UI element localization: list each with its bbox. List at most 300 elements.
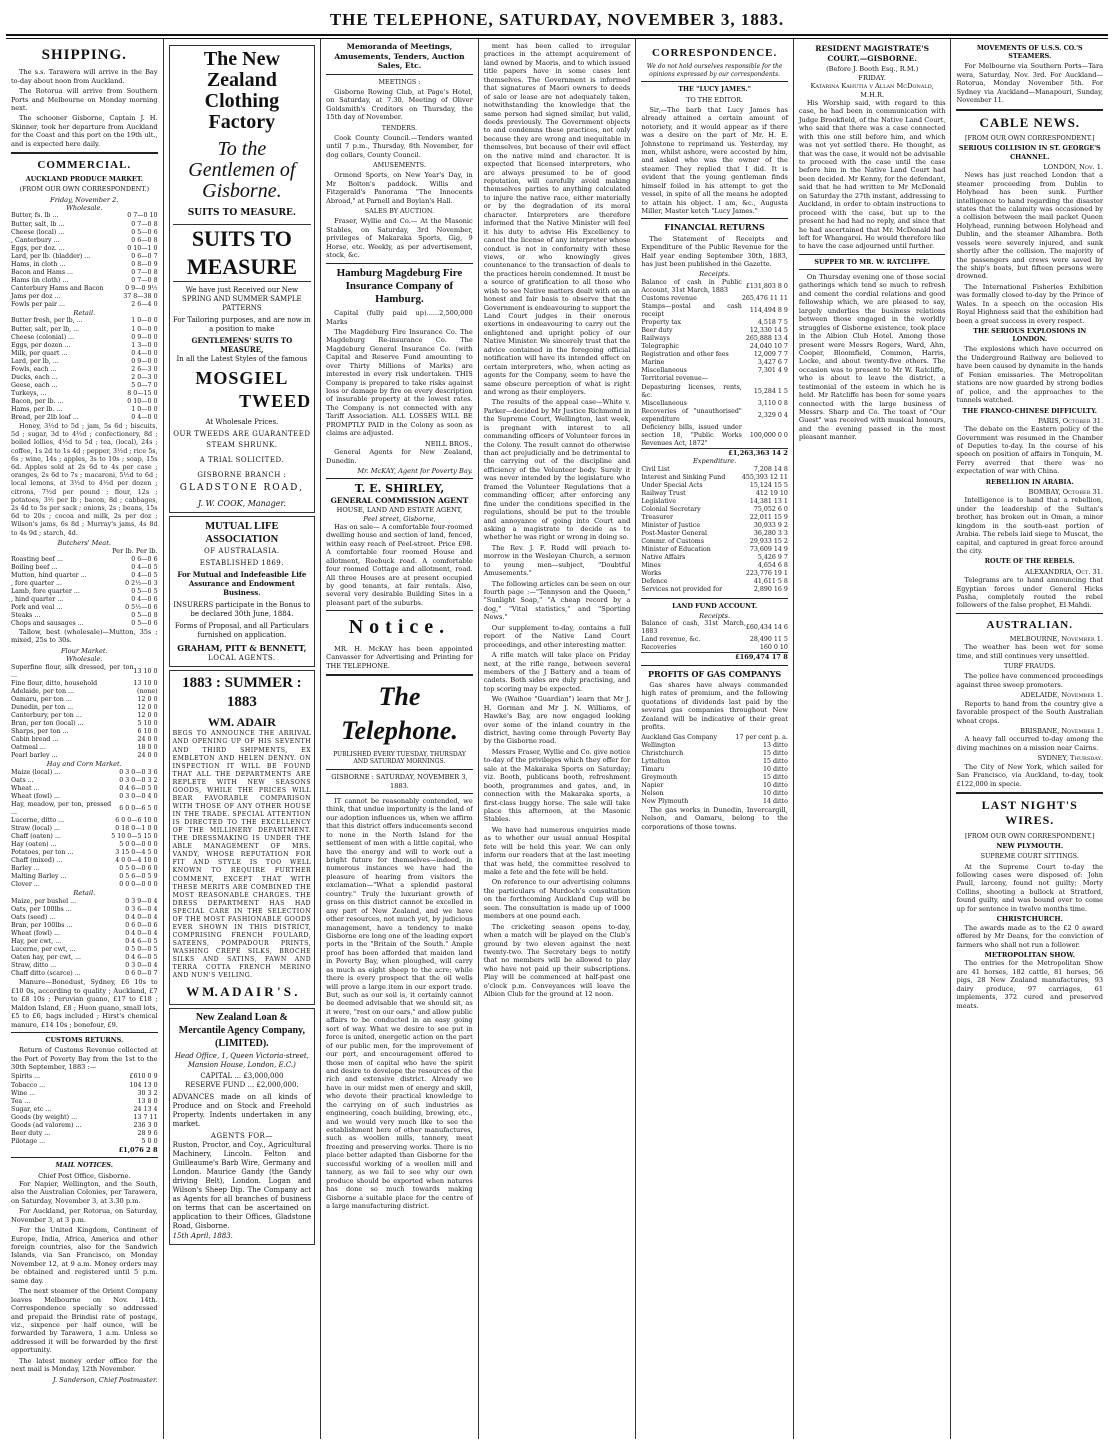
table-cell: Eggs, per dozen ... bbox=[11, 341, 71, 349]
table-row bbox=[641, 734, 788, 742]
table-cell: Native Affairs bbox=[641, 554, 686, 562]
table-cell: Railway Trust bbox=[641, 489, 686, 497]
table-cell: 5 0 0—0 0 0 bbox=[119, 841, 158, 849]
cable-heading: CABLE NEWS. bbox=[979, 114, 1081, 130]
table-cell: Bacon, per lb. ... bbox=[11, 397, 64, 405]
suits-small: SUITS TO MEASURE. bbox=[187, 208, 296, 218]
table-cell: 28,490 11 5 bbox=[749, 636, 788, 644]
financial-intro: The Statement of Receipts and Expenditure of the Public Revenue for the Half year ending September 30th, 1883, has just been published in the Gazette. bbox=[641, 234, 788, 269]
table-cell: Balance of cash, 31st March, 1883 bbox=[641, 620, 746, 636]
table-row bbox=[11, 604, 158, 612]
receipts-total: £1,263,363 14 2 bbox=[641, 448, 788, 457]
table-cell: Fowls, each ... bbox=[11, 365, 57, 373]
table-cell: Ducks, each ... bbox=[11, 373, 58, 381]
table-cell: £610 0 9 bbox=[129, 1073, 158, 1081]
table-cell: 0 9—0 9½ bbox=[125, 284, 158, 292]
table-cell: Marine bbox=[641, 359, 665, 367]
table-cell: 0 4 6—0 5 0 bbox=[119, 784, 158, 792]
table-cell: Lucerne, ditto ... bbox=[11, 817, 65, 825]
table-row bbox=[11, 801, 158, 817]
suits-text: For Tailoring purposes, and are now in a position to make bbox=[172, 315, 311, 333]
table-cell: Steaks ... bbox=[11, 611, 41, 619]
land-fund-table bbox=[641, 620, 788, 652]
table-cell: Land revenue, &c. bbox=[641, 636, 701, 644]
table-cell: Boiling beef ... bbox=[11, 563, 58, 571]
table-row bbox=[11, 374, 158, 382]
table-cell: Tobacco ... bbox=[11, 1081, 46, 1089]
table-cell: Commr. of Customs bbox=[641, 538, 704, 546]
table-cell: 0 4 6—0 5 bbox=[125, 954, 158, 962]
table-cell: 30,933 9 2 bbox=[753, 522, 788, 530]
dateline: GISBORNE : SATURDAY, NOVEMBER 3, 1883. bbox=[331, 773, 468, 790]
table-row bbox=[11, 221, 158, 229]
table-cell: Maize (local) ... bbox=[11, 768, 61, 776]
table-cell: £60,434 14 6 bbox=[745, 624, 788, 632]
table-cell: Works bbox=[641, 570, 662, 578]
table-row bbox=[11, 873, 158, 881]
table-cell: Spirits ... bbox=[11, 1073, 41, 1081]
butchers-table bbox=[11, 556, 158, 628]
column-1 bbox=[6, 39, 164, 1439]
table-row bbox=[641, 335, 788, 343]
table-cell: 41,611 5 8 bbox=[753, 578, 788, 586]
wholesale-prices: At Wholesale Prices. bbox=[205, 417, 279, 426]
table-row bbox=[11, 269, 158, 277]
table-cell: Canterbury, per ton ... bbox=[11, 712, 82, 720]
table-row bbox=[11, 358, 158, 366]
table-cell: Pilotage ... bbox=[11, 1137, 46, 1145]
table-cell: 5 10 0 bbox=[137, 720, 158, 728]
table-cell: 0 3 0—0 4 0 bbox=[119, 792, 158, 800]
table-cell: 15,124 15 5 bbox=[749, 481, 788, 489]
table-cell: Cheese (colonial) ... bbox=[11, 333, 75, 341]
table-cell: 104 13 0 bbox=[129, 1081, 158, 1089]
table-cell: Railways bbox=[641, 335, 670, 343]
table-row bbox=[641, 327, 788, 335]
adair-ad bbox=[169, 670, 316, 1005]
table-cell: Lard, per lb, ... bbox=[11, 357, 59, 365]
table-row bbox=[641, 766, 788, 774]
table-row bbox=[641, 319, 788, 327]
notice-heading: Notice. bbox=[348, 616, 451, 639]
table-row bbox=[11, 366, 158, 374]
table-cell: 0 5—0 8 bbox=[131, 611, 158, 619]
table-row bbox=[641, 514, 788, 522]
grocer-paragraph: Honey, 3½d to 5d ; jam, 5s 6d ; biscuits, 5d ; sugar, 3d to 4½d ; confectionery, 8d ; boiled lollies, 4½d to 5d ; tea, (local), 24s ; coffee, 1s 2d to 1s 4d ; pepper, 3½d ; rice 5s, 6s ; wine, 14s ; apples, 3s to 10s ; soap, 15s 6d. Apples sold at 2s 6d to 4s per case ; oranges, 2s 6d to 7s ; macaroni, 5½d to 6d ; local lemons, at 3½d to 4½d per dozen ; citrons, 7½d per pound ; flour, 12s ; potatoes, 3½ per lb ; bacon, 8d ; cabbages, 2s 4d to 5s per sack ; onions, 2s ; beans, 15s 6d to 20s ; cocoa and milk, 2s per doz ; Wilson's jams, 6s 8d ; Murray's jams, 4s 8d to 4s 9d ; starch, 4d. bbox=[11, 422, 158, 537]
table-row bbox=[641, 790, 788, 798]
table-cell: Maize, per bushel ... bbox=[11, 897, 77, 905]
wires-sub: [FROM OUR OWN CORRESPONDENT.] bbox=[964, 831, 1095, 840]
table-cell: Sugar, etc ... bbox=[11, 1105, 52, 1113]
turf-heading: TURF FRAUDS. bbox=[1004, 662, 1056, 671]
rebels-heading: ROUTE OF THE REBELS. bbox=[984, 557, 1075, 566]
table-row bbox=[641, 586, 788, 594]
adelaide-date: ADELAIDE, November 1. bbox=[1020, 691, 1104, 700]
table-cell: Malting Barley ... bbox=[11, 873, 67, 881]
local-paragraph: The Rev. J. F. Rudd will preach to-morrow in the Wesleyan Church, a sermon to young men—subject, "Doubtful Amusements." bbox=[483, 543, 631, 578]
table-cell: 0 8—0 9 bbox=[131, 260, 158, 268]
summer-heading: 1883 : SUMMER : 1883 bbox=[182, 674, 302, 710]
table-row bbox=[641, 620, 788, 636]
table-cell: Property tax bbox=[641, 319, 682, 327]
table-cell: 223,776 19 1 bbox=[745, 570, 788, 578]
table-cell: Beer duty bbox=[641, 327, 673, 335]
customs-intro: Return of Customs Revenue collected at the Port of Poverty Bay from the 1st to the 30th September, 1883 :— bbox=[11, 1046, 158, 1072]
trial-label: A TRIAL SOLICITED. bbox=[199, 456, 285, 465]
table-cell: 0 2½—0 3 bbox=[125, 579, 158, 587]
table-row bbox=[641, 644, 788, 652]
tenders-heading: TENDERS. bbox=[381, 123, 418, 132]
table-row bbox=[11, 785, 158, 793]
exhibition-text: The International Fisheries Exhibition was formally closed to-day by the Prince of Wales. In a speech on the occasion His Royal Highness said that the exhibition had been a great success in every respect. bbox=[956, 282, 1104, 325]
table-cell: 1 0—0 0 bbox=[131, 317, 158, 325]
table-cell: 13 ditto bbox=[762, 741, 788, 749]
meetings-text: Gisborne Rowing Club, at Page's Hotel, on Saturday, at 7.30. Meeting of Oliver Goldsmith's Creditors on Thursday, the 15th day of November. bbox=[326, 87, 473, 122]
supreme-text: At the Supreme Court to-day the following cases were disposed of: John Paull, larceny, found not guilty; Morty Collins, shooting a bullock at Stratford, found guilty, and was bound over to come up for sentence in twelve months time. bbox=[956, 862, 1104, 913]
editorial-text: IT cannot be reasonably contended, we think, that undue importunity is the land of our adoption influences us, when we affirm that this district offers inducements second to none in the North Island for the settlement of men with a little capital, who have the energy and will to work out a bright future for themselves—indeed, in numerous instances we have had the pleasure of hearing from visitors the exclamation—"What a splendid pastoral country." Truly the luxuriant growth of grass on this district cannot be excelled in any part of New Zealand, and we have other resources, not much yet, by judicious management, have a tendency to make Gisborne ere long one of the leading export ports in the "Britain of the South." Ample proof has been afforded that maiden land in Poverty Bay, when ploughed, will carry as much as eight sheep to the acre; while there is every prospect that the oil wells will prove a large item in our export trade. But, such as our soil is, it certainly cannot be deemed advisable that we should sit, as it were, "rest on our oars," and allow public affairs to be conducted in an easy going sort of way. What we desire to see put in force is united, energetic action on the part of our public men, for the improvement of our port, and encouragement offered to those men of capital who have the spirit and desire to develope the resources of the rich and extensive district. Already we have in our midst men of energy and skill, who devote their practical knowledge to the carrying on of such industries as engineering, coach building, brewing, etc., and we would very much like to see the establishment here of other manufactures, such as woollen mills, tannery, meat freezing and preserving works. There is no place better adapted than Gisborne for the successful working of a woollen mill and tannery, as we fail to see why our own produce should be exported when natures has done so much towards making Gisborne a suitable place for the centre of a large manufacturing district. bbox=[326, 796, 473, 1210]
table-cell: 0 7—0 10 bbox=[127, 212, 158, 220]
mutual-established: ESTABLISHED 1869. bbox=[199, 558, 284, 567]
brisbane-date: BRISBANE, November 1. bbox=[1020, 727, 1104, 736]
financial-heading: FINANCIAL RETURNS bbox=[664, 222, 765, 233]
table-row bbox=[11, 1130, 158, 1138]
rebels-text: Telegrams are to hand announcing that Egyptian forces under General Hicks Pasha, completely routed the rebel followers of the false prophet, El Mahdi. bbox=[956, 576, 1104, 610]
table-cell: Wheat (fowl) ... bbox=[11, 930, 60, 938]
branch-label: GISBORNE BRANCH : bbox=[197, 471, 287, 480]
table-cell: 0 4—0 0 bbox=[131, 414, 158, 422]
table-cell: Depasturing licenses, rents, &c. bbox=[641, 383, 742, 399]
rm-text: His Worship said, with regard to this case, he had been in communication with Judge Brookfield, of the Native Land Court, who said that there was a case connected with this one still before him, and which was not yet settled there. He thought, as that was the case, it would not be advisable to proceed with the case until the case before him in the Native Land Court had been decided. Mr Kenny, for the defendant, said that he had written to Mr McDonald on Saturday the 27th instant, addressing to Auckland, in order to obtain instructions to proceed with the case, but up to the present he had had no reply, and since that he had ascertained that Mr. McDonald had left for Whangarei. He would therefore like to have the case adjourned until further. bbox=[798, 98, 946, 251]
table-cell: 5 0—7 0 bbox=[131, 381, 158, 389]
table-cell: Miscellaneous bbox=[641, 367, 687, 375]
table-cell: 36,280 3 3 bbox=[753, 530, 788, 538]
customs-table bbox=[11, 1073, 158, 1145]
table-cell: 6 0 0—6 5 0 bbox=[119, 804, 158, 812]
table-cell: 0 4 0—0 4 bbox=[125, 913, 158, 921]
volunteer-paragraph: The results of the appeal case—White v. Parker—decided by Mr Justice Richmond in the Supreme Court, Wellington, last week, is pregnant with interest to all commanding officers of Volunteer forces in the Colony. The result cannot do otherwise than act prejudicially and be detrimental to the carrying out of the discipline and efficiency of the Volunteer body. Surely it was never intended by the legislature who framed the Volunteer Regulations that a commanding officer, after enforcing any fine under the conditions specified in the regulations, should be put to the trouble and annoyance of going into Court and asking a magistrate to decide as to whether he was right or wrong in doing so. bbox=[483, 398, 631, 542]
table-cell: Territorial revenue— bbox=[641, 375, 709, 383]
table-cell: 12 0 0 bbox=[137, 703, 158, 711]
table-row bbox=[11, 301, 158, 309]
australian-heading: AUSTRALIAN. bbox=[986, 618, 1073, 631]
wires-heading: LAST NIGHT'S WIRES. bbox=[981, 798, 1078, 828]
agents-text: Ruston, Proctor, and Coy., Agricultural Machinery, Lincoln. Felton and Guilleaume's Barb Wire, Germany and London. Maurice Gandy (the Gandy driving Belt), London. Logan and Wilson's Sheep Dip. The Company act as Agents for all branches of business on terms that can be ascertained on application to their Offices, Gladstone Road, Gisborne. bbox=[172, 1140, 312, 1230]
market-subheading: (FROM OUR OWN CORRESPONDENT.) bbox=[19, 185, 150, 194]
mutual-text: Forms of Proposal, and all Particulars furnished on application. bbox=[174, 621, 309, 639]
table-row bbox=[11, 752, 158, 760]
table-cell: Oamaru, per ton ... bbox=[11, 695, 72, 703]
table-row bbox=[641, 782, 788, 790]
column-6 bbox=[794, 39, 952, 1439]
table-cell: Mutton, hind quarter ... bbox=[11, 571, 87, 579]
retail2-table bbox=[11, 898, 158, 978]
table-cell: Minister of Justice bbox=[641, 522, 701, 530]
table-row bbox=[11, 1138, 158, 1146]
table-cell: 6 10 0 bbox=[137, 728, 158, 736]
flour-label: Flour Market. bbox=[60, 646, 108, 655]
table-cell: 24 0 0 bbox=[137, 736, 158, 744]
mail-heading: MAIL NOTICES. bbox=[55, 1161, 114, 1170]
table-row bbox=[641, 400, 788, 408]
table-cell: Customs revenue bbox=[641, 295, 697, 302]
table-cell: 265,476 11 11 bbox=[741, 295, 788, 302]
table-row bbox=[11, 620, 158, 628]
table-cell: 17 per cent p. a. bbox=[735, 733, 788, 741]
retail-table bbox=[11, 317, 158, 422]
mutual-subheading: OF AUSTRALASIA. bbox=[204, 546, 280, 555]
table-cell: Timaru bbox=[641, 765, 665, 773]
table-cell: Cheese (local) ... bbox=[11, 228, 65, 236]
table-cell: Bran, per ton (local) ... bbox=[11, 720, 84, 728]
mckay-label: Mr. McKAY, Agent for Poverty Bay. bbox=[357, 466, 473, 475]
hay-label: Hay and Corn Market. bbox=[46, 760, 122, 769]
market-heading: AUCKLAND PRODUCE MARKET. bbox=[25, 175, 143, 184]
explosions-heading: THE SERIOUS EXPLOSIONS IN LONDON. bbox=[973, 327, 1087, 344]
expenditure-table bbox=[641, 466, 788, 595]
table-cell: Civil List bbox=[641, 465, 670, 473]
column-4 bbox=[479, 39, 637, 1439]
local-agents-label: LOCAL AGENTS. bbox=[208, 653, 276, 662]
shipping-paragraph: The s.s. Tarawera will arrive in the Bay to-day about noon from Auckland. bbox=[11, 68, 158, 85]
table-cell: Deficiency bills, issued under section 18, "Public Works Revenues Act, 1872" bbox=[641, 423, 742, 447]
local-paragraph: Messrs Fraser, Wyllie and Co. give notice to-day of the privileges which they offer for sale at the Makaraka Sports on Saturday; viz. Booth, publicans booth, refreshment booth, programmes and gates, and, in connection with the Makaraka sports, a first-class buggy horse. The sale will take place this afternoon, at the Masonic Stables. bbox=[483, 747, 631, 824]
table-cell: 24 13 4 bbox=[133, 1105, 158, 1113]
table-cell: Beer duty ... bbox=[11, 1129, 51, 1137]
table-cell: 0 5—0 6 bbox=[131, 619, 158, 627]
table-cell: Hay, per cwt, ... bbox=[11, 938, 62, 946]
rm-case: Katarina Kahutia v Allan McDonald, M.H.R. bbox=[810, 82, 934, 99]
table-cell: Post-Master General bbox=[641, 530, 707, 538]
table-cell: Hams (in cloth) ... bbox=[11, 276, 69, 284]
table-row bbox=[11, 769, 158, 777]
nz-loan-office: Head Office, 1, Queen Victoria-street, Mansion House, London, E.C.) bbox=[174, 1052, 309, 1070]
mail-paragraph: For the United Kingdom, Continent of Europe, India, Africa, America and other foreign countries, also for the Sandwich Islands, via San Francisco, on Monday November 12, at 9 a.m. Money orders may be obtained and registered until 5 p.m. same day. bbox=[11, 1226, 158, 1285]
table-cell: 0 18 0—1 0 0 bbox=[115, 825, 158, 833]
supreme-heading: SUPREME COURT SITTINGS. bbox=[980, 852, 1079, 861]
table-cell: Fine flour, ditto, household bbox=[11, 679, 98, 687]
metropolitan-text: The entries for the Metropolitan Show are 41 horses, 182 cattle, 81 horses, 56 pigs, 28 New Zealand manufactures, 93 dairy produce, 97 carriages, 61 implements, 372 cured and preserved meats. bbox=[956, 959, 1104, 1010]
table-cell: Auckland Gas Company bbox=[641, 733, 718, 741]
mail-paragraph: The latest money order office for the next mail is Monday, 12th November. bbox=[11, 1356, 158, 1374]
table-cell: Oaten hay, per cwt, ... bbox=[11, 954, 81, 962]
arabia-text: Intelligence is to hand that a rebellion, under the leadership of the Sultan's brother, has broken out in Oman, a minor kingdom in the south-east portion of Arabia. The rebels laid siege to Muscat, the capital, and captured in great force around the city. bbox=[956, 496, 1104, 555]
table-cell: 18 0 0 bbox=[137, 744, 158, 752]
shirley-sub2: HOUSE, LAND AND ESTATE AGENT, bbox=[336, 506, 463, 515]
expenditure-label: Expenditure. bbox=[692, 457, 737, 466]
table-cell: Nelson bbox=[641, 789, 664, 797]
table-cell: 0 4—0 0 bbox=[131, 349, 158, 357]
table-cell: 0 3 0—0 4 bbox=[125, 962, 158, 970]
table-row bbox=[11, 612, 158, 620]
table-cell: Barley ... bbox=[11, 865, 40, 873]
table-cell: 13 8 0 bbox=[137, 1097, 158, 1105]
table-row bbox=[641, 375, 788, 383]
table-cell: Cabin bread ... bbox=[11, 736, 59, 744]
table-cell: Under Special Acts bbox=[641, 481, 703, 489]
mail-office: Chief Post Office, Gisborne. bbox=[38, 1171, 131, 1180]
table-cell: Eggs, per doz. ... bbox=[11, 244, 65, 252]
table-cell: 12 0 0 bbox=[137, 712, 158, 720]
table-cell: 13 10 0 bbox=[133, 679, 158, 687]
table-cell: Stamps—postal and cash receipt bbox=[641, 303, 742, 319]
clothing-factory-ad bbox=[169, 45, 316, 513]
table-cell: 0 5 0—0 6 0 bbox=[119, 865, 158, 873]
table-row bbox=[11, 865, 158, 873]
table-cell: 13 10 0 bbox=[133, 667, 158, 675]
table-row bbox=[11, 817, 158, 825]
table-cell: 0 5—0 6 bbox=[131, 228, 158, 236]
table-row bbox=[641, 351, 788, 359]
table-cell: 12,330 14 5 bbox=[749, 327, 788, 335]
local-paragraph: We have had numerous enquiries made as to whether our usual annual Hospital fete will be held this year. We can only inform our readers that at the last meeting that was held, the committee resolved to make a fete and the fete will be held. bbox=[483, 825, 631, 876]
table-cell: Straw (local) ... bbox=[11, 825, 61, 833]
table-cell: 28 9 6 bbox=[137, 1129, 158, 1137]
adair-text: BEGS TO ANNOUNCE THE ARRIVAL AND OPENING UP OF HIS SEVENTH AND THIRD SHIPMENTS, EX EMBLETON AND HELEN DENNY. ON INSPECTION IT WILL BE FOUND THAT ALL THE DEPARTMENTS ARE REPLETE WITH NEW SEASONS GOODS, WHILE THE PRICES WILL BEAR FAVORABLE COMPARISON WITH THOSE OF ANY OTHER HOUSE IN THE TRADE. SPECIAL ATTENTION IS DIRECTED TO THE EXCELLENCY OF THE MILLINERY DEPARTMENT. THE DRESSMAKING IS UNDER THE ABLE MANAGEMENT OF MRS. VANDY, WHOSE REPUTATION FOR FIT AND STYLE IS TOO WELL KNOWN TO REQUIRE FURTHER COMMENT, EXCEPT THAT WITH THESE MERITS ARE COMBINED THE MOST REASONABLE CHARGES. THE DRESS DEPARTMENT HAS HAD SPECIAL CARE IN THE SELECTION OF THE MOST FASHIONABLE GOODS EVER SHOWN IN THIS DISTRICT, COMPRISING FRENCH FOULARD, SATEENS, POMPADOUR PRINTS, WASHING CREPE SILKS, BROCHE SILKS AND SATINS, FAWN AND TERRA COTTA FRENCH MERINO AND NUN'S VEILING. bbox=[172, 730, 312, 980]
mutual-life-ad bbox=[169, 516, 316, 667]
arabia-date: BOMBAY, October 31. bbox=[1028, 487, 1104, 496]
table-cell: 0 4—0 5 bbox=[131, 563, 158, 571]
table-cell: Recoveries bbox=[641, 644, 677, 652]
table-row bbox=[641, 506, 788, 514]
table-cell: 12,009 7 7 bbox=[753, 351, 788, 359]
table-cell: Goods (ad valorem) ... bbox=[11, 1121, 82, 1129]
wholesale-table bbox=[11, 212, 158, 309]
neill-label: NEILL BROS., bbox=[425, 439, 473, 448]
amusements-text: Ormond Sports, on New Year's Day, in Mr Bolton's paddock. Willis and Fitzgerald's Panorama "The Innocents Abroad," at Parnell and Boylan's Hall. bbox=[326, 171, 473, 205]
table-cell: Lucerne, per cwt, ... bbox=[11, 946, 76, 954]
local-paragraph: The cricketing season opens to-day, when a match will be played on the Club's ground by two eleven against the next twenty-two. The Secretary begs to notify that no members will be allowed to play who have not paid up their subscriptions. Play will be commenced at half-past one o'clock p.m. Conveyances will leave the Albion Club for the ground at 12 noon. bbox=[483, 922, 631, 999]
table-cell: 37 8—38 0 bbox=[123, 292, 158, 300]
table-row bbox=[11, 946, 158, 954]
table-row bbox=[641, 424, 788, 448]
column-7 bbox=[951, 39, 1108, 1439]
table-row bbox=[641, 490, 788, 498]
hay-table bbox=[11, 769, 158, 890]
table-cell: 24 0 0 bbox=[137, 752, 158, 760]
table-cell: Recoveries of "unauthorised" expenditure bbox=[641, 407, 742, 423]
local-paragraph: The following articles can be seen on our fourth page :—"Tennyson and the Queen," "Sunlight Soap," "A cheap record by a dog," "Vital statistics," and "Sporting News." bbox=[483, 579, 631, 622]
table-cell: 0 9—0 0 bbox=[131, 333, 158, 341]
table-cell: 0 3 6—0 4 bbox=[125, 905, 158, 913]
steam-label: STEAM SHRUNK. bbox=[206, 441, 278, 450]
customs-heading: CUSTOMS RETURNS. bbox=[45, 1035, 124, 1044]
table-cell: Chops and sausages ... bbox=[11, 619, 84, 627]
suits-big: SUITS TO MEASURE bbox=[173, 224, 312, 282]
manager-label: J. W. COOK, Manager. bbox=[197, 498, 286, 508]
flour-table bbox=[11, 664, 158, 761]
table-cell: 0 6—0 8 bbox=[131, 236, 158, 244]
table-cell: Hay (oaten) ... bbox=[11, 841, 57, 849]
table-cell: 7,301 4 9 bbox=[757, 367, 788, 375]
column-3 bbox=[321, 39, 479, 1439]
table-cell: (none) bbox=[137, 687, 158, 695]
table-cell: 4,518 7 5 bbox=[757, 319, 788, 327]
franco-date: PARIS, October 31. bbox=[1038, 416, 1104, 425]
gas-heading: PROFITS OF GAS COMPANYS bbox=[647, 668, 782, 679]
table-cell: Chaff (oaten) ... bbox=[11, 833, 61, 841]
table-cell: 13 7 11 bbox=[133, 1113, 158, 1121]
suits-text: We have just Received our New SPRING AND SUMMER SAMPLE PATTERNS bbox=[182, 285, 302, 312]
clothing-subheading: To the Gentlemen of bbox=[188, 138, 296, 181]
table-cell: 3,110 0 8 bbox=[757, 399, 788, 407]
table-row bbox=[11, 317, 158, 325]
table-row bbox=[11, 212, 158, 220]
table-cell: , Canterbury ... bbox=[11, 236, 60, 244]
table-cell: 0 4 0—0 4 bbox=[125, 930, 158, 938]
table-row bbox=[11, 938, 158, 946]
table-cell: 73,609 14 9 bbox=[749, 546, 788, 554]
table-cell: 14 ditto bbox=[762, 798, 788, 805]
metropolitan-heading: METROPOLITAN SHOW. bbox=[984, 950, 1075, 959]
nz-loan-date: 15th April, 1883. bbox=[172, 1232, 233, 1241]
table-row bbox=[11, 930, 158, 938]
lucy-to: TO THE EDITOR. bbox=[686, 95, 743, 104]
table-cell: 15,284 1 5 bbox=[753, 387, 788, 395]
clothing-heading: Clothing Factory bbox=[204, 90, 280, 133]
notice-text: MR. H. McKAY has been appointed Canvasser for Advertising and Printing for THE TELEPHONE. bbox=[326, 644, 473, 670]
table-row bbox=[11, 1090, 158, 1098]
collision-date: LONDON, Nov. 1. bbox=[1043, 162, 1104, 171]
franco-heading: THE FRANCO-CHINESE DIFFICULTY. bbox=[962, 406, 1098, 415]
manure-paragraph: Manure—Bonedust, Sydney, £6 10s to £10 0s, according to quality ; Auckland, £7 to £8 10s ; Peruvian guano, £17 to £18 ; Maldon Island, £8 ; Huon guano, small lots, £5 to £6, bags included ; Hirst's chemical manure, £14 10s ; bonefour, £9. bbox=[11, 978, 158, 1029]
columns bbox=[6, 38, 1108, 1439]
table-row bbox=[641, 554, 788, 562]
table-cell: 0 5 6—0 5 9 bbox=[119, 873, 158, 881]
column-5 bbox=[636, 39, 794, 1439]
local-paragraph: On reference to our advertising columns the particulars of Murdoch's consultation on the forthcoming Auckland Cup will be seen. The consultation is made up of 1000 members at one pound each. bbox=[483, 878, 631, 921]
table-cell: 455,393 12 11 bbox=[741, 473, 788, 481]
column-2 bbox=[164, 39, 322, 1439]
table-row bbox=[11, 1114, 158, 1122]
table-cell: Napier bbox=[641, 781, 664, 789]
agents-for-label: AGENTS FOR— bbox=[210, 1131, 273, 1140]
reserve-line: RESERVE FUND ... £2,000,000. bbox=[185, 1081, 299, 1090]
land-fund-heading: LAND FUND ACCOUNT. bbox=[672, 601, 758, 610]
table-cell: Services not provided for bbox=[641, 586, 723, 594]
melbourne-text: The weather has been wet for some time, and still continues very unsettled. bbox=[956, 643, 1104, 660]
table-row bbox=[11, 350, 158, 358]
gas-text: Gas shares have always commanded high rates of premium, and the following quotations of dividends last paid by the several gas companies throughout New Zealand will be indicative of their great profits. bbox=[641, 681, 788, 732]
table-cell: 5 10 0—5 15 0 bbox=[111, 833, 158, 841]
table-cell: Bacon and Hams ... bbox=[11, 268, 74, 276]
table-cell: Goods (by weight) ... bbox=[11, 1113, 78, 1121]
table-cell: Registration and other fees bbox=[641, 351, 729, 359]
gas-table bbox=[641, 734, 788, 806]
shirley-heading: T. E. SHIRLEY, bbox=[354, 482, 445, 496]
receipts-label: Receipts. bbox=[699, 270, 731, 279]
christchurch-text: The awards made as to the £2 0 award offered by Mr Deans, for the conviction of farmers who shall not run a follower. bbox=[956, 923, 1104, 949]
table-cell: 5 0 0 bbox=[141, 1137, 158, 1145]
published-line: PUBLISHED EVERY TUESDAY, THURSDAY AND SATURDAY MORNINGS. bbox=[333, 750, 466, 766]
table-row bbox=[641, 758, 788, 766]
land-receipts-label: Receipts. bbox=[699, 611, 731, 620]
newplymouth-heading: NEW PLYMOUTH. bbox=[996, 841, 1064, 850]
retail-label: Retail. bbox=[73, 309, 96, 318]
table-cell: Wheat ... bbox=[11, 784, 40, 792]
table-cell: Colonial Secretary bbox=[641, 506, 701, 513]
table-cell: 3 15 0—4 5 0 bbox=[115, 849, 158, 857]
table-cell: Minister of Education bbox=[641, 546, 711, 554]
table-cell: Mines bbox=[641, 562, 661, 570]
table-cell: Treasurer bbox=[641, 514, 674, 522]
table-cell: 29,933 15 2 bbox=[749, 538, 788, 546]
table-row bbox=[641, 384, 788, 400]
supper-heading: SUPPER TO MR. W. RATCLIFFE. bbox=[814, 257, 930, 266]
table-cell: 75,052 6 0 bbox=[753, 506, 788, 513]
table-cell: Bread, per 2lb loaf ... bbox=[11, 414, 79, 422]
retail2-label: Retail. bbox=[73, 889, 96, 898]
table-row bbox=[11, 777, 158, 785]
